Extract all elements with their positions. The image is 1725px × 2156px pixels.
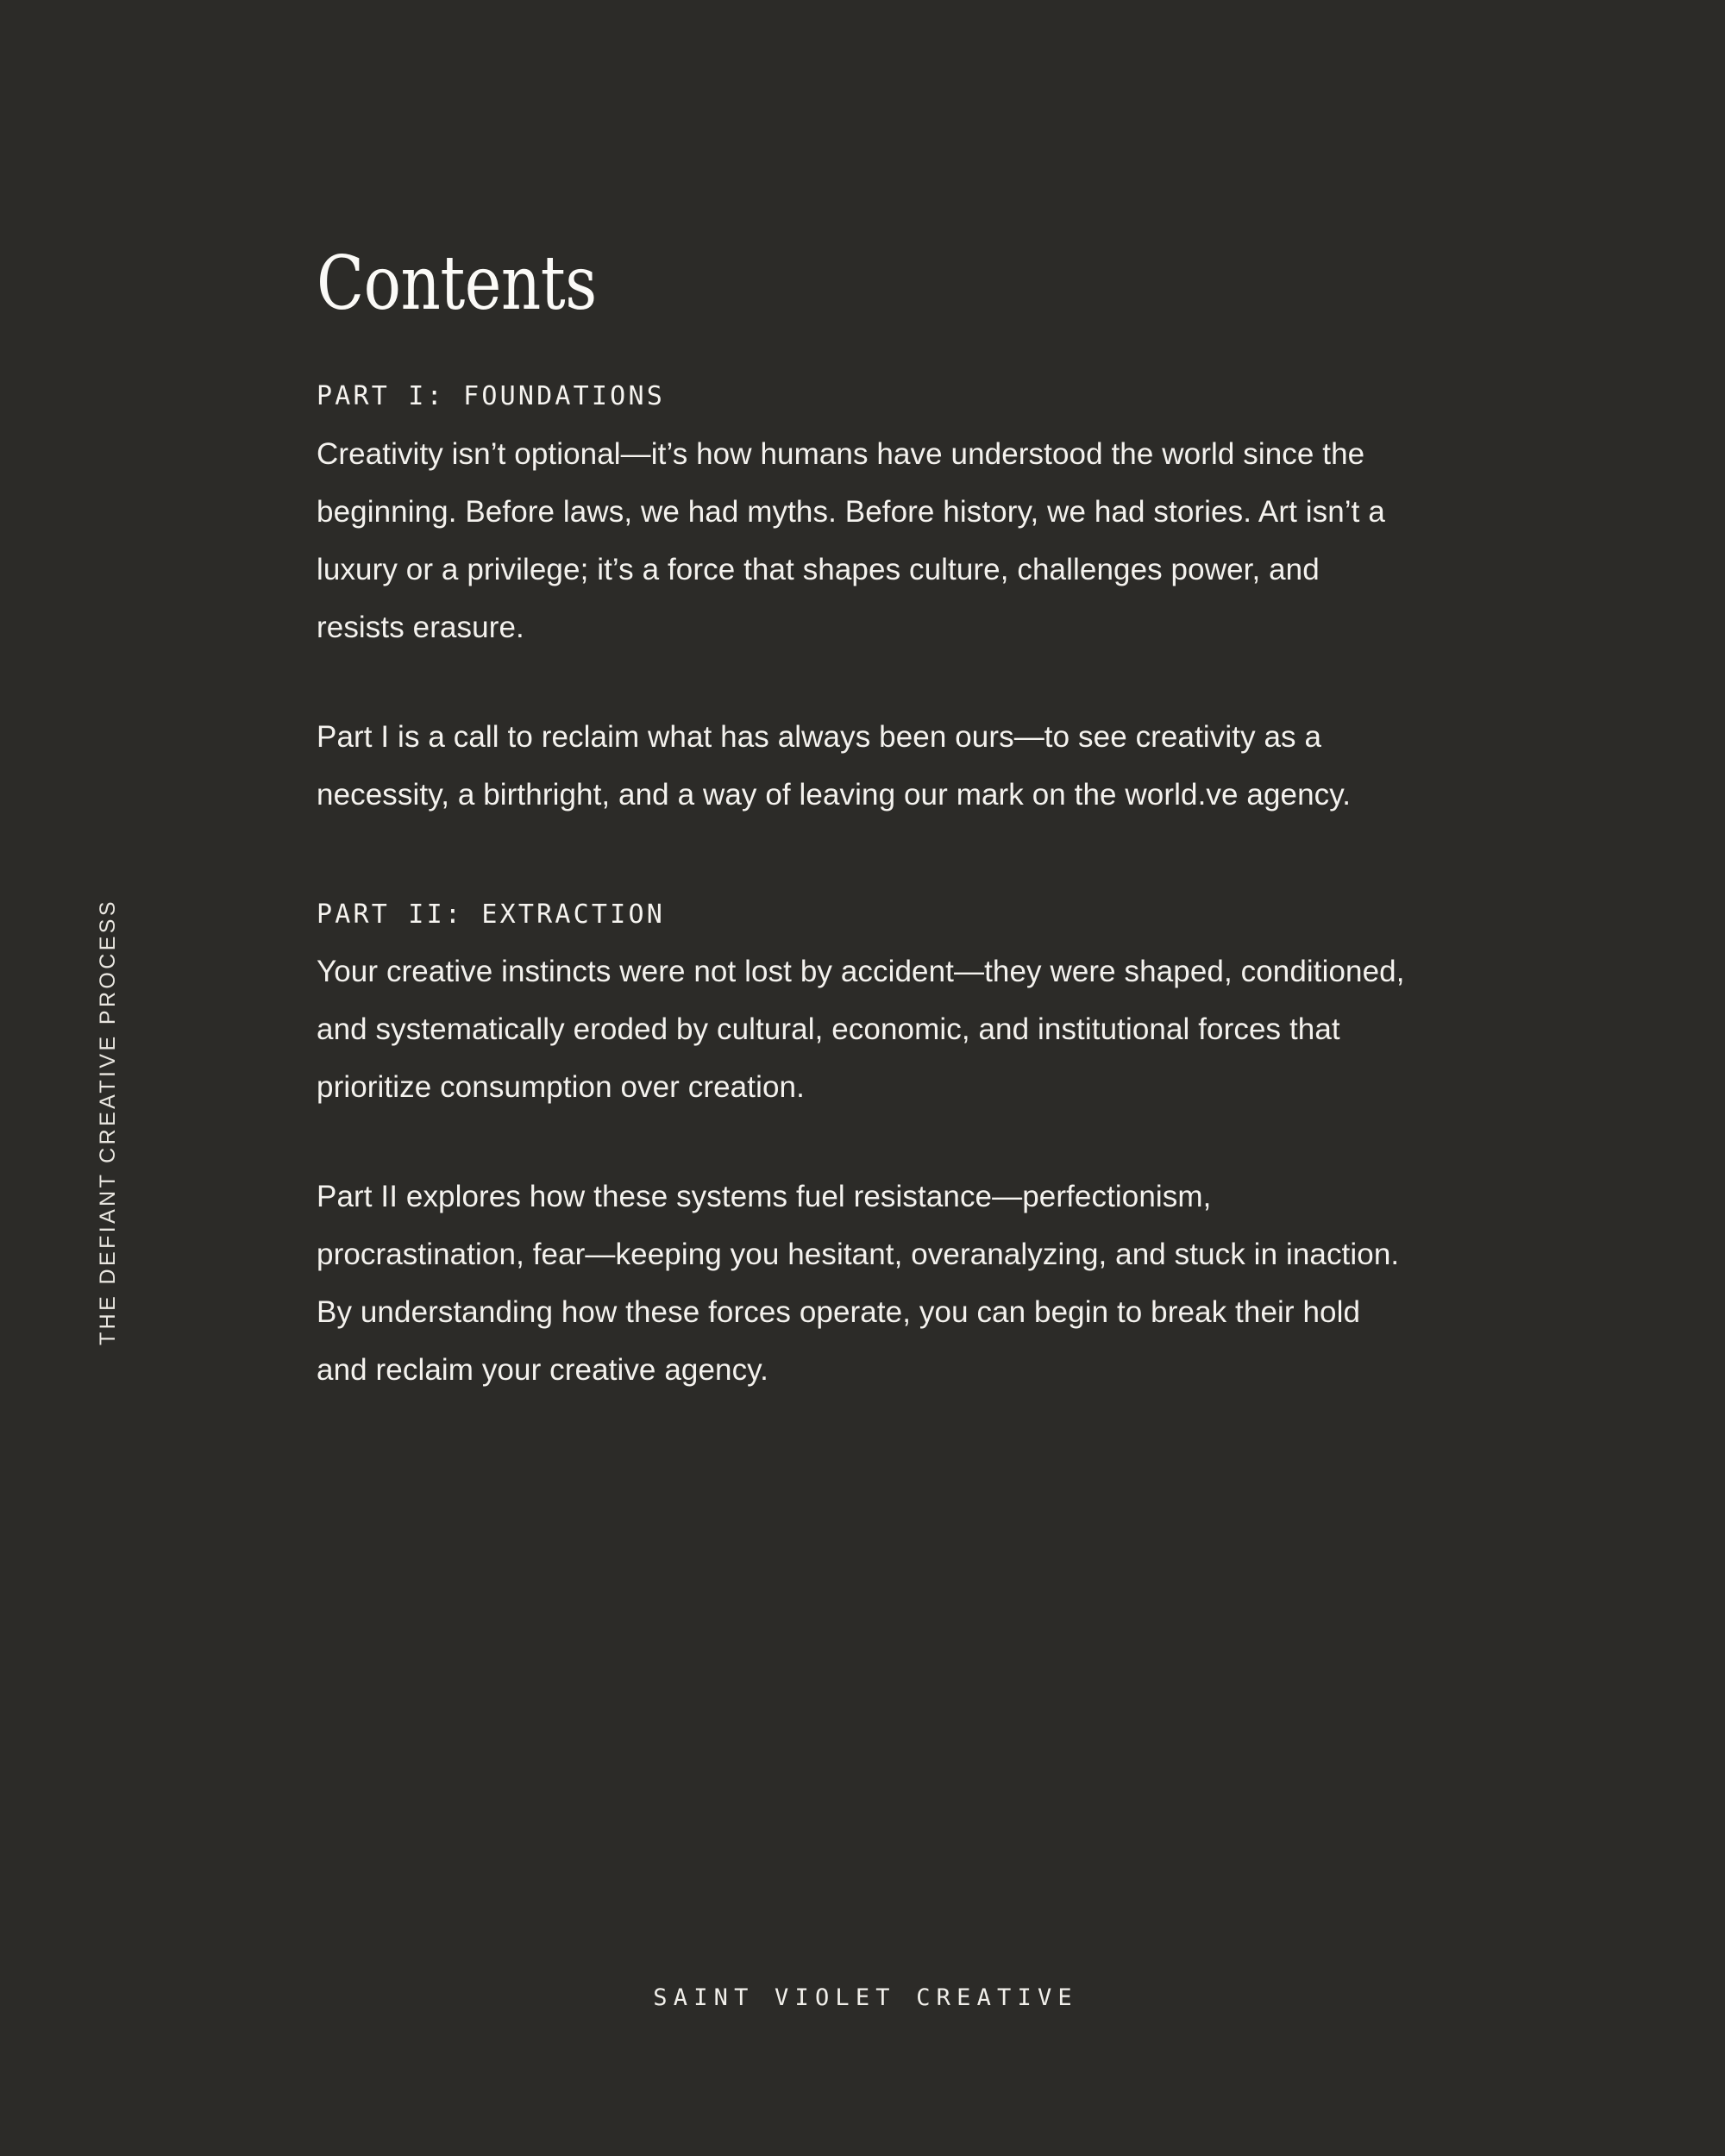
book-title-vertical-label: THE DEFIANT CREATIVE PROCESS xyxy=(96,899,120,1345)
section-part-i xyxy=(317,379,1412,824)
section-paragraph: Part I is a call to reclaim what has always been ours—to see creativity as a necessity, a birthright, and a way of leaving our mark on the world.ve agency. xyxy=(317,719,1352,812)
section-paragraph: Part II explores how these systems fuel resistance—perfectionism, procrastination, fear—keeping you hesitant, overanalyzing, and stuck in inaction. By understanding how these forces operate, you can begin to break their hold and reclaim your creative agency. xyxy=(317,1180,1400,1387)
brand-footer-label: SAINT VIOLET CREATIVE xyxy=(653,1984,1078,2011)
section-heading-part-ii: PART II: EXTRACTION xyxy=(317,899,665,930)
page-footer xyxy=(0,1986,1725,2009)
section-paragraph: Creativity isn’t optional—it’s how humans have understood the world since the beginning. Before laws, we had myths. Before history, we had stories. Art isn’t a luxury or a privilege; it’s a force that shapes culture, challenges power, and resists erasure. xyxy=(317,436,1385,644)
section-part-ii xyxy=(317,898,1412,1400)
section-heading-part-i: PART I: FOUNDATIONS xyxy=(317,381,665,411)
vertical-spine xyxy=(0,0,242,2156)
page-title: Contents xyxy=(317,241,597,327)
content-column xyxy=(317,0,1412,1399)
sections-list xyxy=(317,379,1412,1399)
section-paragraph: Your creative instincts were not lost by accident—they were shaped, conditioned, and systematically eroded by cultural, economic, and institutional forces that prioritize consumption over creation. xyxy=(317,955,1405,1104)
